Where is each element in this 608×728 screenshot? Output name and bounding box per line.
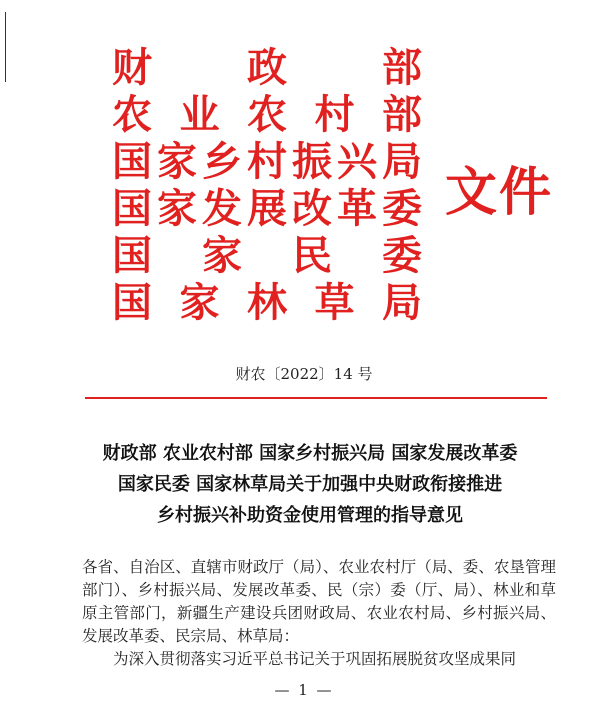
- issuer-char: 乡: [202, 138, 242, 185]
- issuer-row: [112, 185, 422, 232]
- issuer-char: 振: [292, 138, 332, 185]
- document-title: [60, 438, 560, 531]
- issuer-char: 财: [112, 44, 152, 91]
- issuer-char: 改: [292, 185, 332, 232]
- issuer-char: 国: [112, 232, 152, 279]
- issuer-char: 国: [112, 279, 152, 326]
- issuer-row: [112, 279, 422, 326]
- page-number: — 1 —: [274, 681, 334, 699]
- document-number: 财农〔2022〕14 号: [235, 365, 373, 383]
- issuer-char: 国: [112, 185, 152, 232]
- document-body: [82, 556, 556, 671]
- issuer-char: 委: [382, 232, 422, 279]
- issuer-char: 部: [382, 91, 422, 138]
- title-line: 国家民委 国家林草局关于加强中央财政衔接推进: [117, 474, 503, 495]
- issuing-authorities: [112, 44, 422, 326]
- issuer-char: 家: [157, 138, 197, 185]
- red-divider-line: [85, 397, 547, 399]
- issuer-char: 局: [382, 138, 422, 185]
- issuer-char: 部: [382, 44, 422, 91]
- issuer-char: 政: [247, 44, 287, 91]
- issuer-row: [112, 44, 422, 91]
- issuer-char: 林: [247, 279, 287, 326]
- issuer-char: 农: [112, 91, 152, 138]
- issuer-char: 局: [382, 279, 422, 326]
- body-paragraph: 为深入贯彻落实习近平总书记关于巩固拓展脱贫攻坚成果同: [113, 650, 517, 668]
- addressees-paragraph: 各省、自治区、直辖市财政厅（局）、农业农村厅（局、委、农垦管理部门）、乡村振兴局、发展改革委、民（宗）委（厅、局）、林业和草原主管部门，新疆生产建设兵团财政局、农业农村局、乡村振兴局、发展改革委、民宗局、林草局：: [82, 558, 556, 645]
- title-line: 财政部 农业农村部 国家乡村振兴局 国家发展改革委: [102, 443, 518, 464]
- document-type-label: 文件: [445, 162, 554, 223]
- issuer-char: 民: [292, 232, 332, 279]
- issuer-char: 家: [157, 185, 197, 232]
- issuer-row: [112, 138, 422, 185]
- title-line: 乡村振兴补助资金使用管理的指导意见: [157, 505, 463, 526]
- issuer-char: 农: [247, 91, 287, 138]
- issuer-char: 革: [337, 185, 377, 232]
- issuer-char: 家: [202, 232, 242, 279]
- issuer-char: 家: [179, 279, 220, 326]
- issuer-char: 村: [247, 138, 287, 185]
- issuer-row: [112, 91, 422, 138]
- issuer-char: 业: [179, 91, 220, 138]
- issuer-char: 兴: [337, 138, 377, 185]
- issuer-char: 草: [314, 279, 355, 326]
- issuer-char: 村: [314, 91, 355, 138]
- issuer-char: 发: [202, 185, 242, 232]
- scan-edge-line: [5, 12, 6, 82]
- issuer-char: 国: [112, 138, 152, 185]
- issuer-row: [112, 232, 422, 279]
- issuer-char: 展: [247, 185, 287, 232]
- issuer-char: 委: [382, 185, 422, 232]
